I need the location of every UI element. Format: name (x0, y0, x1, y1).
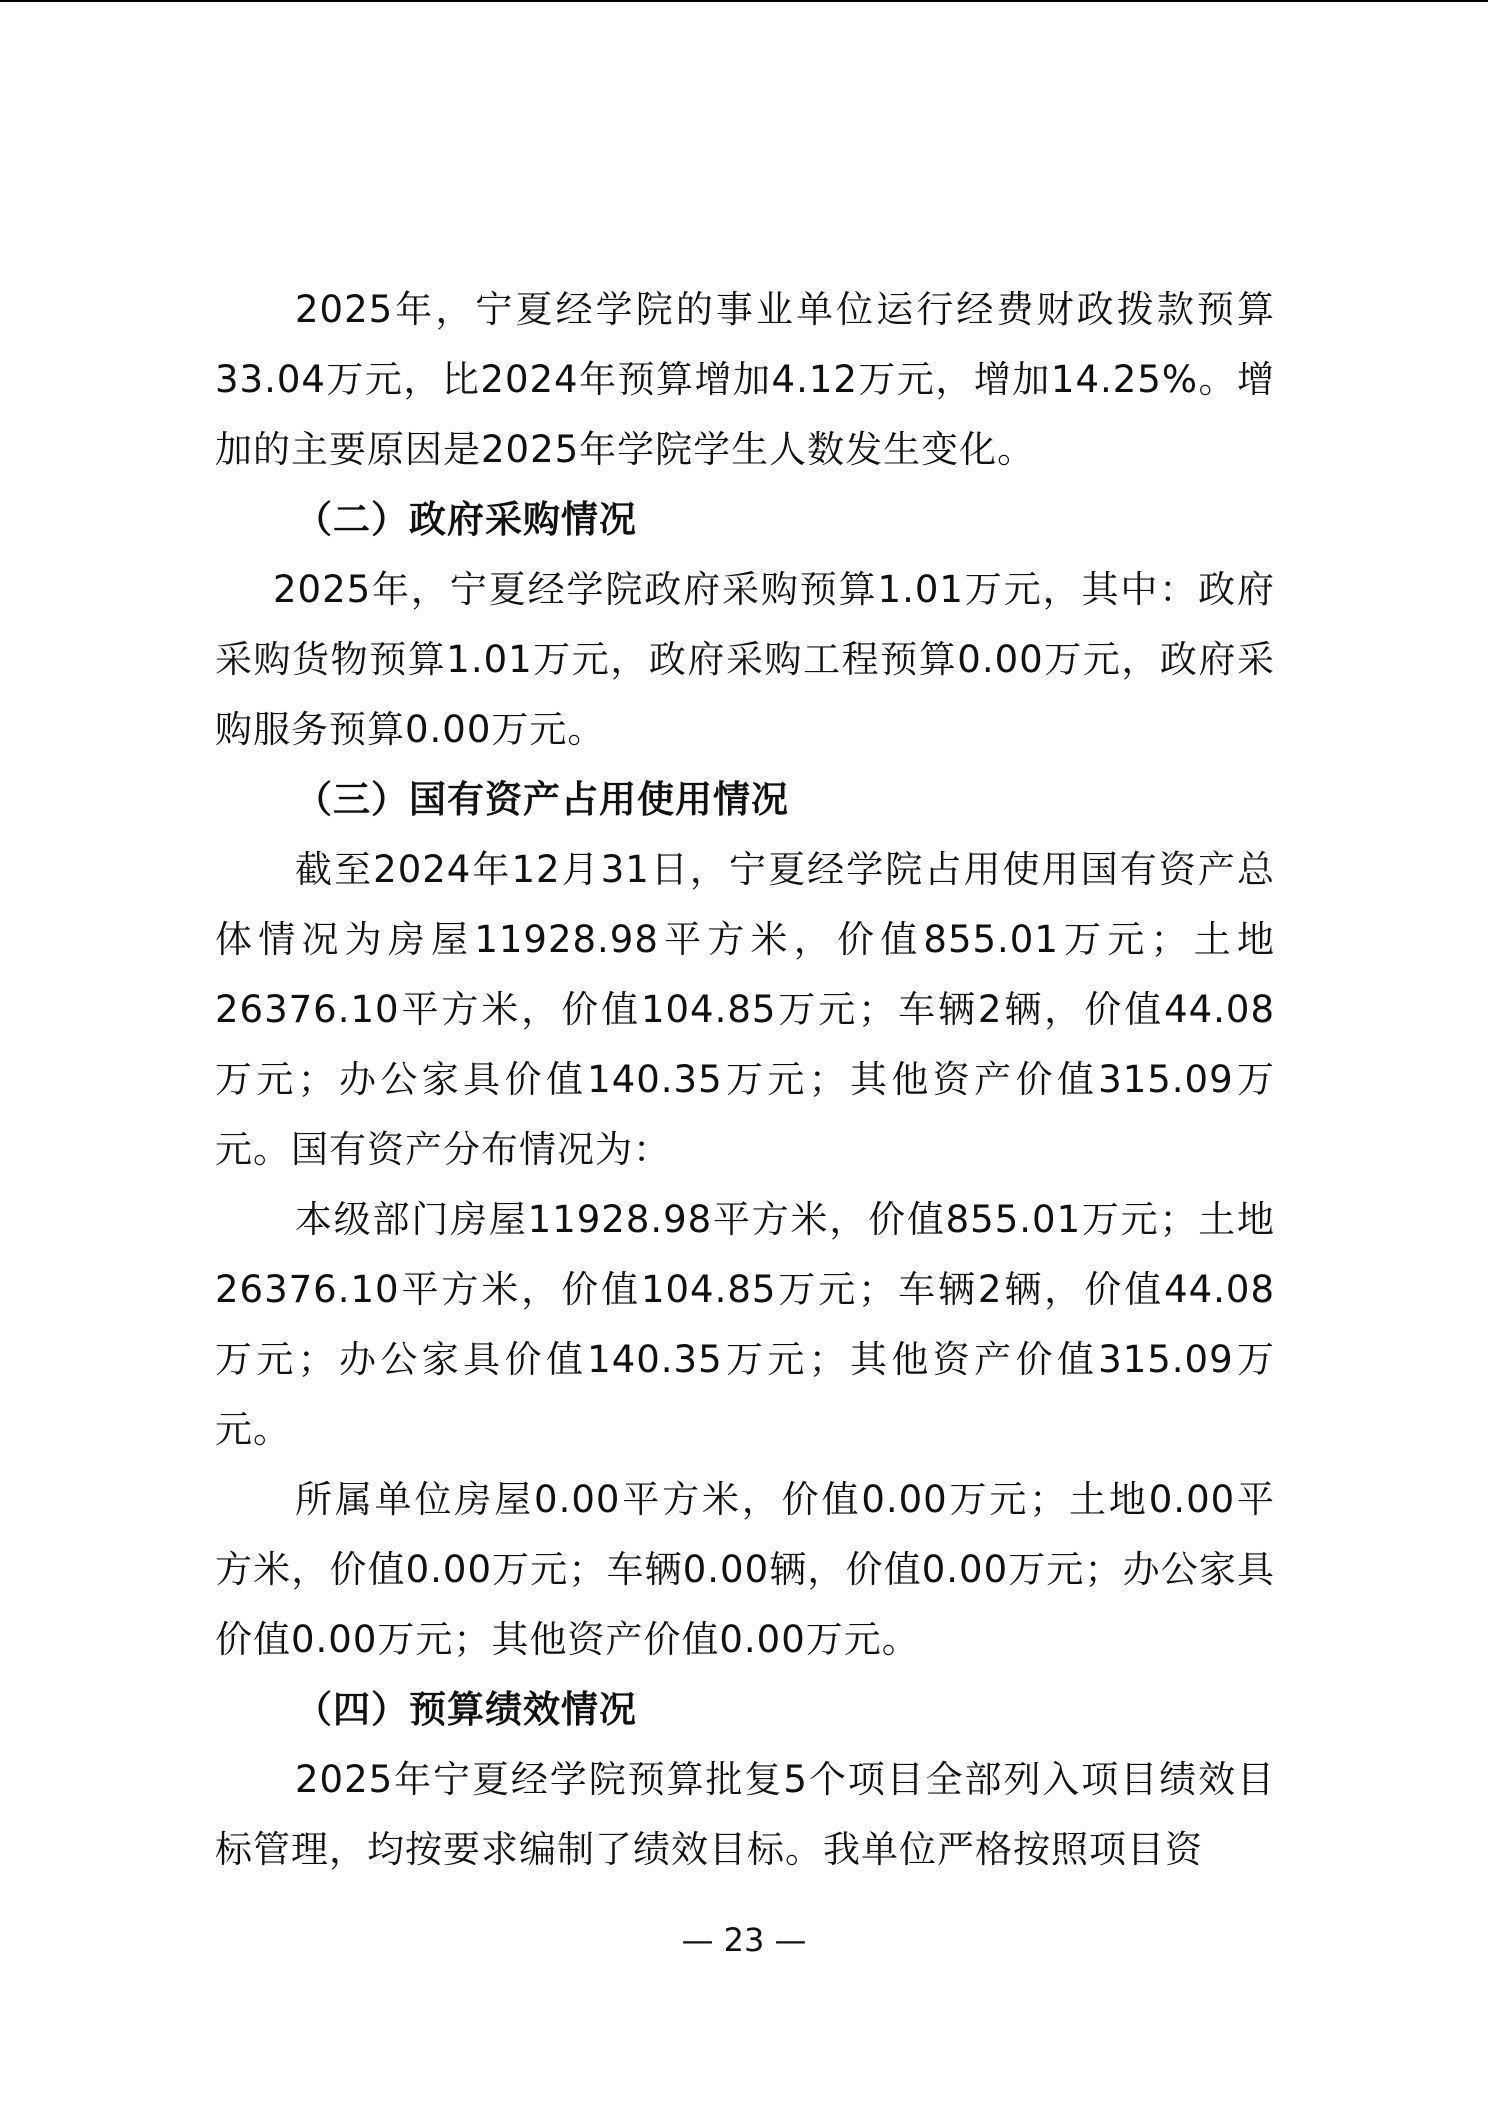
paragraph-department-assets: 本级部门房屋11928.98平方米，价值855.01万元；土地26376.10平方米，价值104.85万元；车辆2辆，价值44.08万元；办公家具价值140.35万元；其他资产价值315.09万元。 (215, 1198, 1275, 1451)
paragraph-budget-performance: 2025年宁夏经学院预算批复5个项目全部列入项目绩效目标管理，均按要求编制了绩效目标。我单位严格按照项目资 (215, 1758, 1275, 1871)
paragraph-government-procurement: 2025年，宁夏经学院政府采购预算1.01万元，其中：政府采购货物预算1.01万元，政府采购工程预算0.00万元，政府采购服务预算0.00万元。 (215, 568, 1275, 751)
heading-government-procurement: （二）政府采购情况 (295, 498, 637, 541)
page-top-border (0, 0, 1488, 2)
heading-budget-performance: （四）预算绩效情况 (295, 1688, 637, 1731)
page-number: — 23 — (681, 1921, 807, 1959)
paragraph-state-assets-overview: 截至2024年12月31日，宁夏经学院占用使用国有资产总体情况为房屋11928.98平方米，价值855.01万元；土地26376.10平方米，价值104.85万元；车辆2辆，价值44.08万元；办公家具价值140.35万元；其他资产价值315.09万元。国有资产分布情况为： (215, 848, 1275, 1171)
heading-state-assets: （三）国有资产占用使用情况 (295, 778, 789, 821)
paragraph-subordinate-assets: 所属单位房屋0.00平方米，价值0.00万元；土地0.00平方米，价值0.00万元；车辆0.00辆，价值0.00万元；办公家具价值0.00万元；其他资产价值0.00万元。 (215, 1478, 1275, 1661)
document-body (215, 275, 1275, 1885)
paragraph-operating-funds: 2025年，宁夏经学院的事业单位运行经费财政拨款预算33.04万元，比2024年预算增加4.12万元，增加14.25%。增加的主要原因是2025年学院学生人数发生变化。 (215, 288, 1275, 471)
